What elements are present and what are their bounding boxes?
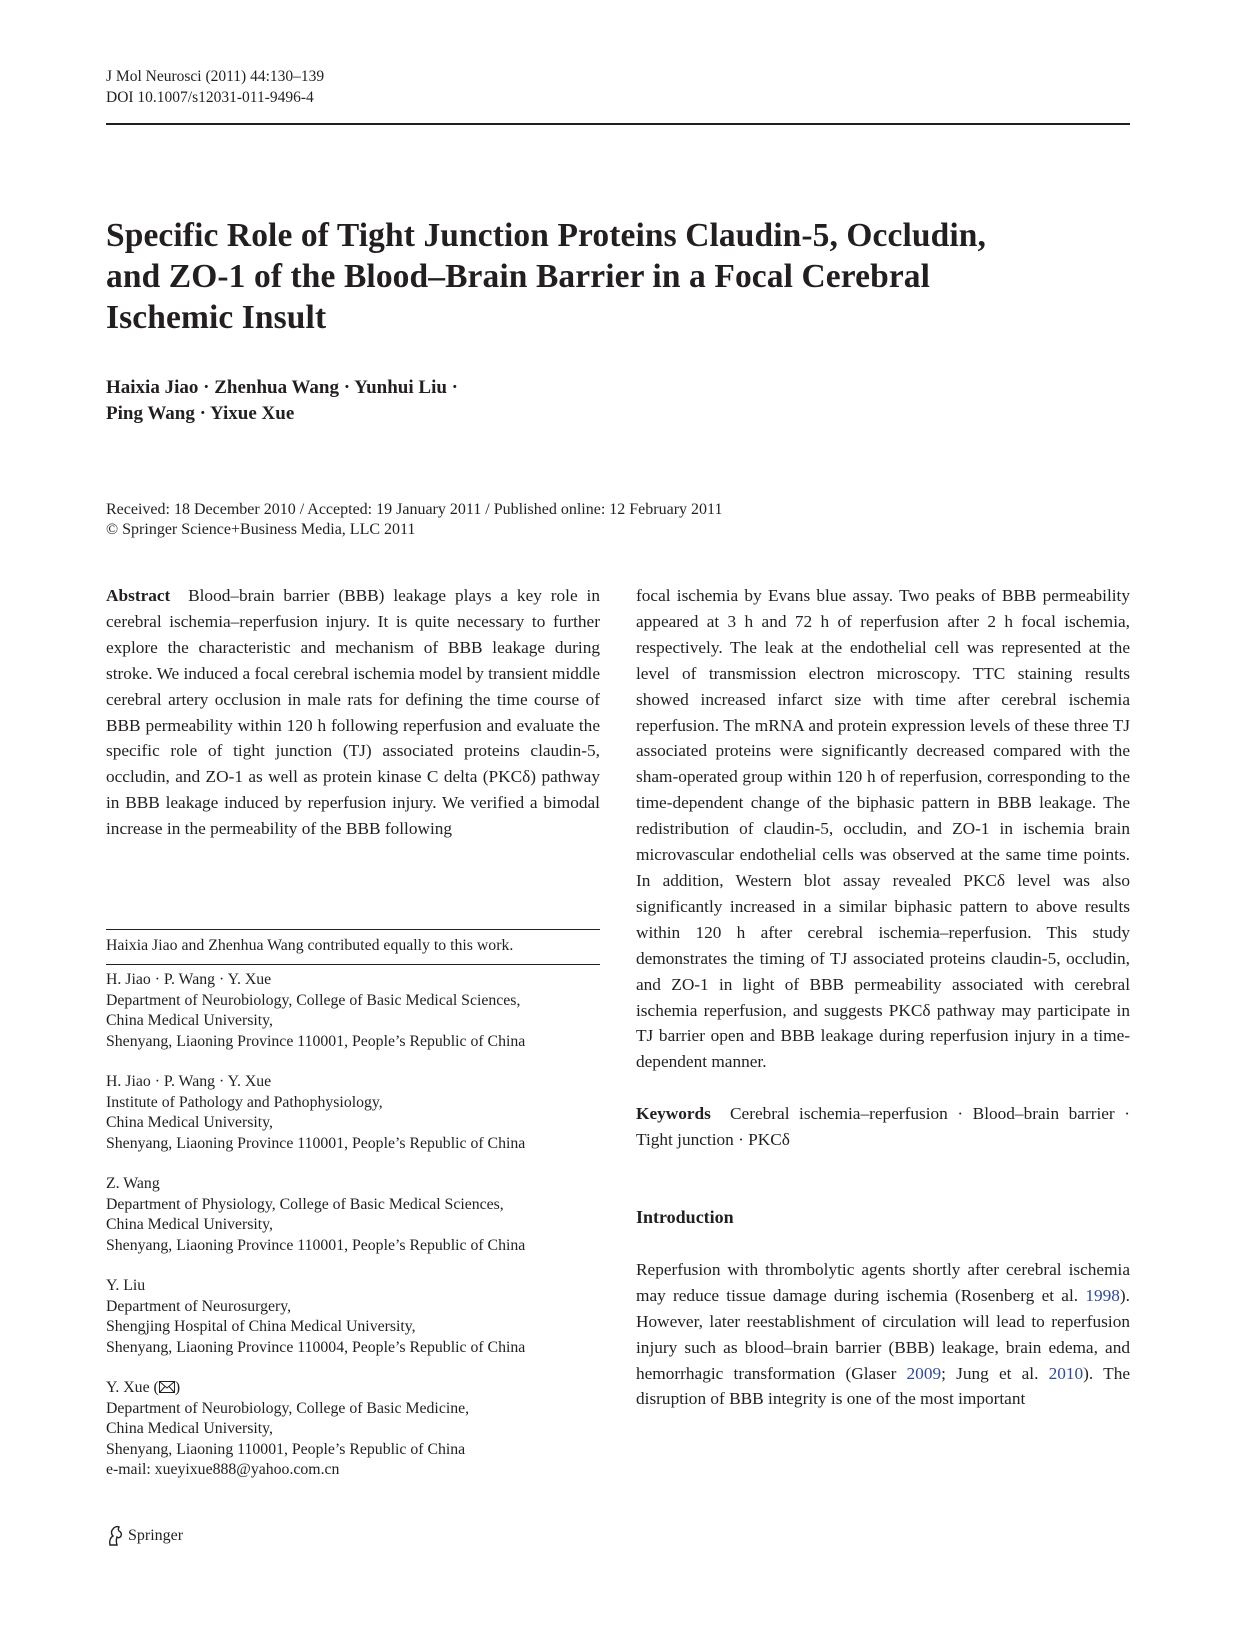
affiliation-line: Shenyang, Liaoning Province 110001, People’s Republic of China (106, 1032, 526, 1050)
affiliation-block (106, 1276, 600, 1358)
affiliation-line: Department of Neurosurgery, (106, 1297, 292, 1315)
affiliation-line: China Medical University, (106, 1012, 274, 1029)
journal-header (106, 66, 324, 108)
envelope-icon (159, 1381, 175, 1393)
affiliation-names: Y. Liu (106, 1277, 146, 1294)
affiliation-names: Y. Xue ( ) (106, 1379, 181, 1396)
publisher-name: Springer (128, 1527, 184, 1544)
affiliation-line: Shenyang, Liaoning Province 110004, People’s Republic of China (106, 1338, 526, 1356)
author-line: Haixia Jiao · Zhenhua Wang · Yunhui Liu · (106, 377, 459, 398)
publisher-footer (106, 1525, 183, 1547)
doi: DOI 10.1007/s12031-011-9496-4 (106, 89, 314, 106)
journal-citation: J Mol Neurosci (2011) 44:130–139 (106, 68, 325, 85)
author-list (106, 375, 458, 427)
affiliation-names: H. Jiao · P. Wang · Y. Xue (106, 1073, 272, 1090)
abstract-paragraph (106, 583, 600, 842)
publication-dates (106, 500, 722, 540)
keywords-label: Keywords (636, 1104, 711, 1124)
affiliation-block (106, 970, 600, 1052)
citation-link[interactable]: 2010 (1048, 1363, 1084, 1383)
affiliation-line: Department of Neurobiology, College of Basic Medicine, (106, 1399, 470, 1417)
header-rule (106, 123, 1130, 125)
affiliation-block (106, 1072, 600, 1154)
affiliation-line: Institute of Pathology and Pathophysiology, (106, 1093, 383, 1111)
introduction-paragraph: Reperfusion with thrombolytic agents shortly after cerebral ischemia may reduce tissue damage during ischemia (Rosenberg et al. 1998). However, later reestablishment of circulation will lead to reperfusion injury such as blood–brain barrier (BBB) leakage, brain edema, and hemorrhagic transformation (Glaser 2009; Jung et al. 2010). The disruption of BBB integrity is one of the most important (636, 1259, 1131, 1409)
affiliation-line: China Medical University, (106, 1114, 274, 1131)
springer-horse-icon (106, 1525, 124, 1547)
copyright: © Springer Science+Business Media, LLC 2011 (106, 521, 416, 538)
citation-link[interactable]: 2009 (906, 1363, 942, 1383)
affiliation-line: Shenyang, Liaoning 110001, People’s Republic of China (106, 1440, 466, 1458)
abstract-text-left: Blood–brain barrier (BBB) leakage plays a key role in cerebral ischemia–reperfusion injury. It is quite necessary to further explore the characteristic and mechanism of BBB leakage during stroke. We induced a focal cerebral ischemia model by transient middle cerebral artery occlusion in male rats for defining the time course of BBB permeability within 120 h following reperfusion and evaluate the specific role of tight junction (TJ) associated proteins claudin-5, occludin, and ZO-1 as well as protein kinase C delta (PKCδ) pathway in BBB leakage induced by reperfusion injury. We verified a bimodal increase in the permeability of the BBB following (106, 586, 600, 839)
contribution-note: Haixia Jiao and Zhenhua Wang contributed equally to this work. (106, 937, 514, 954)
right-column (636, 583, 1130, 1412)
author-line: Ping Wang · Yixue Xue (106, 403, 295, 424)
affiliation-line: Shengjing Hospital of China Medical University, (106, 1318, 416, 1335)
citation-link[interactable]: 1998 (1085, 1285, 1120, 1305)
abstract-text-right: focal ischemia by Evans blue assay. Two peaks of BBB permeability appeared at 3 h and 72 h of reperfusion after 2 h focal ischemia, respectively. The leak at the endothelial cell was represented at the level of transmission electron microscopy. TTC staining results showed increased infarct size with time after cerebral ischemia reperfusion. The mRNA and protein expression levels of these three TJ associated proteins were significantly decreased compared with the sham-operated group within 120 h of reperfusion, corresponding to the time-dependent change of the biphasic pattern in BBB leakage. The redistribution of claudin-5, occludin, and ZO-1 in ischemia brain microvascular endothelial cells was observed at the same time points. In addition, Western blot assay revealed PKCδ level was also significantly increased in a similar biphasic pattern to above results within 120 h after cerebral ischemia–reperfusion. This study demonstrates the timing of TJ associated proteins claudin-5, occludin, and ZO-1 in light of BBB permeability associated with cerebral ischemia reperfusion, and suggests PKCδ pathway may participate in TJ barrier open and BBB leakage during reperfusion injury in a time-dependent manner. (636, 586, 1130, 1072)
title-line: Specific Role of Tight Junction Proteins Claudin-5, Occludin, (106, 217, 986, 254)
email-link[interactable]: e-mail: xueyixue888@yahoo.com.cn (106, 1461, 340, 1478)
affiliation-block (106, 1174, 600, 1256)
abstract-left-column (106, 583, 600, 842)
affiliation-line: Department of Neurobiology, College of Basic Medical Sciences, (106, 991, 521, 1009)
affiliation-names: H. Jiao · P. Wang · Y. Xue (106, 971, 272, 988)
footnote-rule-bottom (106, 964, 600, 965)
introduction-heading: Introduction (636, 1207, 734, 1228)
title-line: and ZO-1 of the Blood–Brain Barrier in a Focal Cerebral (106, 258, 931, 295)
affiliation-line: Department of Physiology, College of Basic Medical Sciences, (106, 1195, 504, 1213)
affiliation-line: Shenyang, Liaoning Province 110001, People’s Republic of China (106, 1236, 526, 1254)
keywords-text: Cerebral ischemia–reperfusion · Blood–brain barrier · Tight junction · PKCδ (636, 1104, 1130, 1150)
abstract-label: Abstract (106, 586, 171, 605)
affiliation-block (106, 1378, 600, 1481)
affiliation-line: China Medical University, (106, 1216, 274, 1233)
affiliation-names: Z. Wang (106, 1175, 160, 1192)
keywords (636, 1101, 1130, 1153)
affiliation-line: China Medical University, (106, 1420, 274, 1437)
title-line: Ischemic Insult (106, 299, 327, 336)
affiliation-line: Shenyang, Liaoning Province 110001, People’s Republic of China (106, 1134, 526, 1152)
footnote-rule-top (106, 929, 600, 930)
history-dates: Received: 18 December 2010 / Accepted: 19 January 2011 / Published online: 12 February 2011 (106, 501, 723, 518)
paper-title (106, 215, 1106, 338)
